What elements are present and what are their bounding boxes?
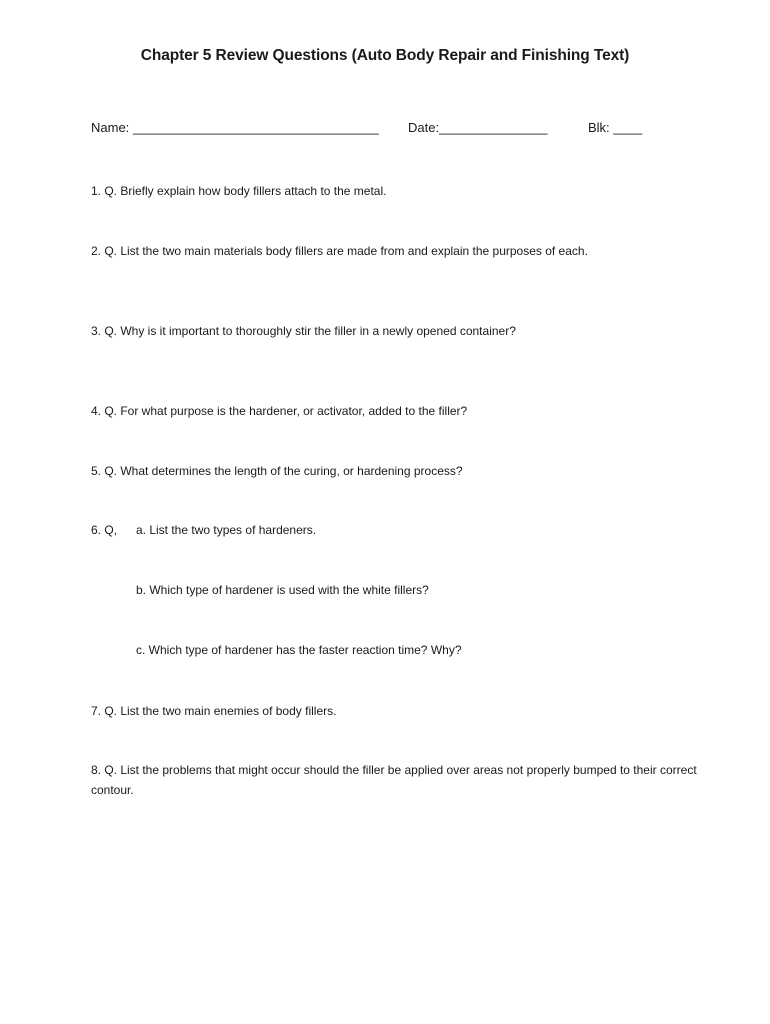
question-6b: b. Which type of hardener is used with the white fillers? xyxy=(136,583,429,597)
question-4: 4. Q. For what purpose is the hardener, or activator, added to the filler? xyxy=(91,404,468,418)
name-field: Name: __________________________________ xyxy=(91,120,379,135)
page-title: Chapter 5 Review Questions (Auto Body Repair and Finishing Text) xyxy=(140,47,630,64)
question-1: 1. Q. Briefly explain how body fillers attach to the metal. xyxy=(91,184,387,198)
question-6a: a. List the two types of hardeners. xyxy=(136,523,317,537)
question-3: 3. Q. Why is it important to thoroughly stir the filler in a newly opened container? xyxy=(91,324,516,338)
question-7: 7. Q. List the two main enemies of body fillers. xyxy=(91,704,337,718)
date-field: Date:_______________ xyxy=(408,120,548,135)
block-field: Blk: ____ xyxy=(588,120,643,135)
question-6-number: 6. Q, xyxy=(91,523,118,537)
question-2: 2. Q. List the two main materials body fillers are made from and explain the purposes of each. xyxy=(91,244,588,258)
question-5: 5. Q. What determines the length of the curing, or hardening process? xyxy=(91,464,463,478)
question-6c: c. Which type of hardener has the faster reaction time? Why? xyxy=(136,643,462,657)
question-8: 8. Q. List the problems that might occur should the filler be applied over areas not properly bumped to their correct contour. xyxy=(91,763,697,797)
